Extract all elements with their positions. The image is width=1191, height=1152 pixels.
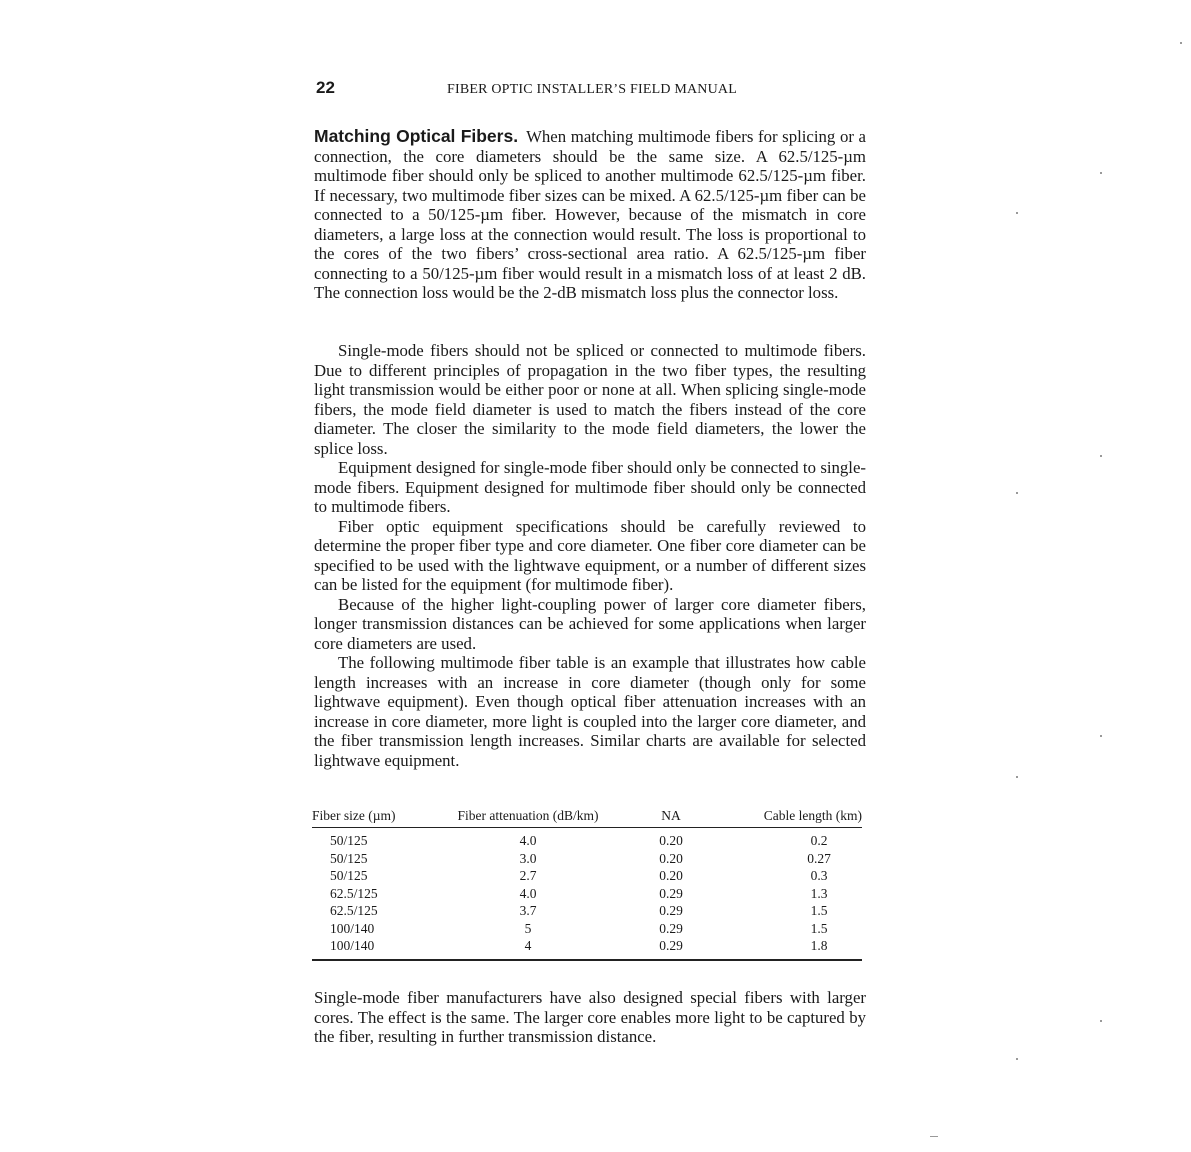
table-cell: 1.5 <box>810 903 828 918</box>
section-fiber-compatibility <box>314 341 866 770</box>
table-row <box>312 850 862 868</box>
table-cell: 100/140 <box>312 937 430 960</box>
paragraph: Single-mode fiber manufacturers have also designed special fibers with larger cores. The effect is the same. The larger core enables more light to be captured by the fiber, resulting in further transmission distance. <box>314 988 866 1046</box>
table-cell: 5 <box>524 920 532 936</box>
paragraph-text: When matching multimode fibers for splicing or a connection, the core diameters should be the same size. A 62.5/125-µm multimode fiber should only be spliced to another multimode 62.5/125-µm fiber. If necessary, two multimode fiber sizes can be mixed. A 62.5/125-µm fiber can be connected to a 50/125-µm fiber. However, because of the mismatch in core diameters, a large loss at the connection would result. The loss is proportional to the cores of the two fibers’ cross-sectional area ratio. A 62.5/125-µm fiber connecting to a 50/125-µm fiber would result in a mismatch loss of at least 2 dB. The connection loss would be the 2-dB mismatch loss plus the connector loss. <box>314 127 866 302</box>
paragraph <box>314 127 866 303</box>
table-cell: 0.29 <box>659 885 683 901</box>
column-header: Fiber size (µm) <box>312 808 430 828</box>
table-row <box>312 828 862 850</box>
column-header: Cable length (km) <box>716 808 862 828</box>
scan-speck <box>930 1136 938 1137</box>
table-cell: 4.0 <box>519 885 537 901</box>
table-cell: 62.5/125 <box>330 903 378 918</box>
paragraph: Because of the higher light-coupling power of larger core diameter fibers, longer transmission distances can be achieved for some applications when larger core diameters are used. <box>314 594 866 653</box>
multimode-fiber-table <box>312 808 862 961</box>
scan-speck <box>1100 1020 1102 1022</box>
table-cell: 0.29 <box>659 920 683 936</box>
page-number: 22 <box>316 78 335 97</box>
table-cell: 0.20 <box>659 850 683 866</box>
table-cell: 4.0 <box>519 833 537 848</box>
section-large-core-single-mode <box>314 988 866 1047</box>
paragraph: Fiber optic equipment specifications should be carefully reviewed to determine the proper fiber type and core diameter. One fiber core diameter can be specified to be used with the lightwave equipment, or a number of different sizes can be listed for the equipment (for multimode fiber). <box>314 516 866 594</box>
table-cell: 62.5/125 <box>330 885 378 901</box>
scan-speck <box>1016 492 1018 494</box>
table-row <box>312 937 862 960</box>
column-header: NA <box>626 808 716 828</box>
table-row <box>312 885 862 903</box>
scan-speck <box>1016 776 1018 778</box>
section-heading: Matching Optical Fibers. <box>314 126 519 146</box>
table-header-row <box>312 808 862 828</box>
table-cell: 0.2 <box>810 833 828 848</box>
table-cell: 50/125 <box>330 850 368 866</box>
table-cell: 50/125 <box>330 868 368 883</box>
table-cell: 1.5 <box>810 920 828 936</box>
table-cell: 100/140 <box>330 920 375 936</box>
table-cell: 3.0 <box>519 850 537 866</box>
table-cell: 0.20 <box>659 868 683 883</box>
table-cell: 4 <box>430 937 626 960</box>
paragraph: Equipment designed for single-mode fiber should only be connected to single-mode fibers. Equipment designed for multimode fiber should only be connected to multimode fibers. <box>314 458 866 516</box>
column-header: Fiber attenuation (dB/km) <box>430 808 626 828</box>
section-matching-optical-fibers <box>314 127 866 303</box>
scan-speck <box>1016 1058 1018 1060</box>
table-cell: 1.3 <box>810 885 828 901</box>
table-row <box>312 920 862 938</box>
scan-speck <box>1100 172 1102 174</box>
running-title: FIBER OPTIC INSTALLER’S FIELD MANUAL <box>447 82 737 97</box>
table-row <box>312 902 862 920</box>
table-cell: 3.7 <box>519 903 537 918</box>
table-cell: 0.27 <box>807 850 831 866</box>
paragraph: Single-mode fibers should not be spliced or connected to multimode fibers. Due to different principles of propagation in the two fiber types, the resulting light transmission would be either poor or none at all. When splicing single-mode fibers, the mode field diameter is used to match the fibers instead of the core diameter. The closer the similarity to the mode field diameters, the lower the splice loss. <box>314 341 866 458</box>
scan-speck <box>1100 455 1102 457</box>
table-cell: 2.7 <box>519 868 537 883</box>
scan-speck <box>1016 212 1018 214</box>
table-cell: 0.3 <box>810 868 828 883</box>
scan-speck <box>1180 42 1182 44</box>
table-cell: 1.8 <box>716 937 862 960</box>
scan-speck <box>1100 735 1102 737</box>
table-cell: 0.20 <box>659 833 683 848</box>
table-cell: 0.29 <box>659 903 683 918</box>
table-cell: 0.29 <box>626 937 716 960</box>
table-cell: 50/125 <box>330 833 368 848</box>
table-row <box>312 867 862 885</box>
paragraph: The following multimode fiber table is an example that illustrates how cable length increases with an increase in core diameter (though only for some lightwave equipment). Even though optical fiber attenuation increases with an increase in core diameter, more light is coupled into the larger core diameter, and the fiber transmission length increases. Similar charts are available for selected lightwave equipment. <box>314 653 866 770</box>
